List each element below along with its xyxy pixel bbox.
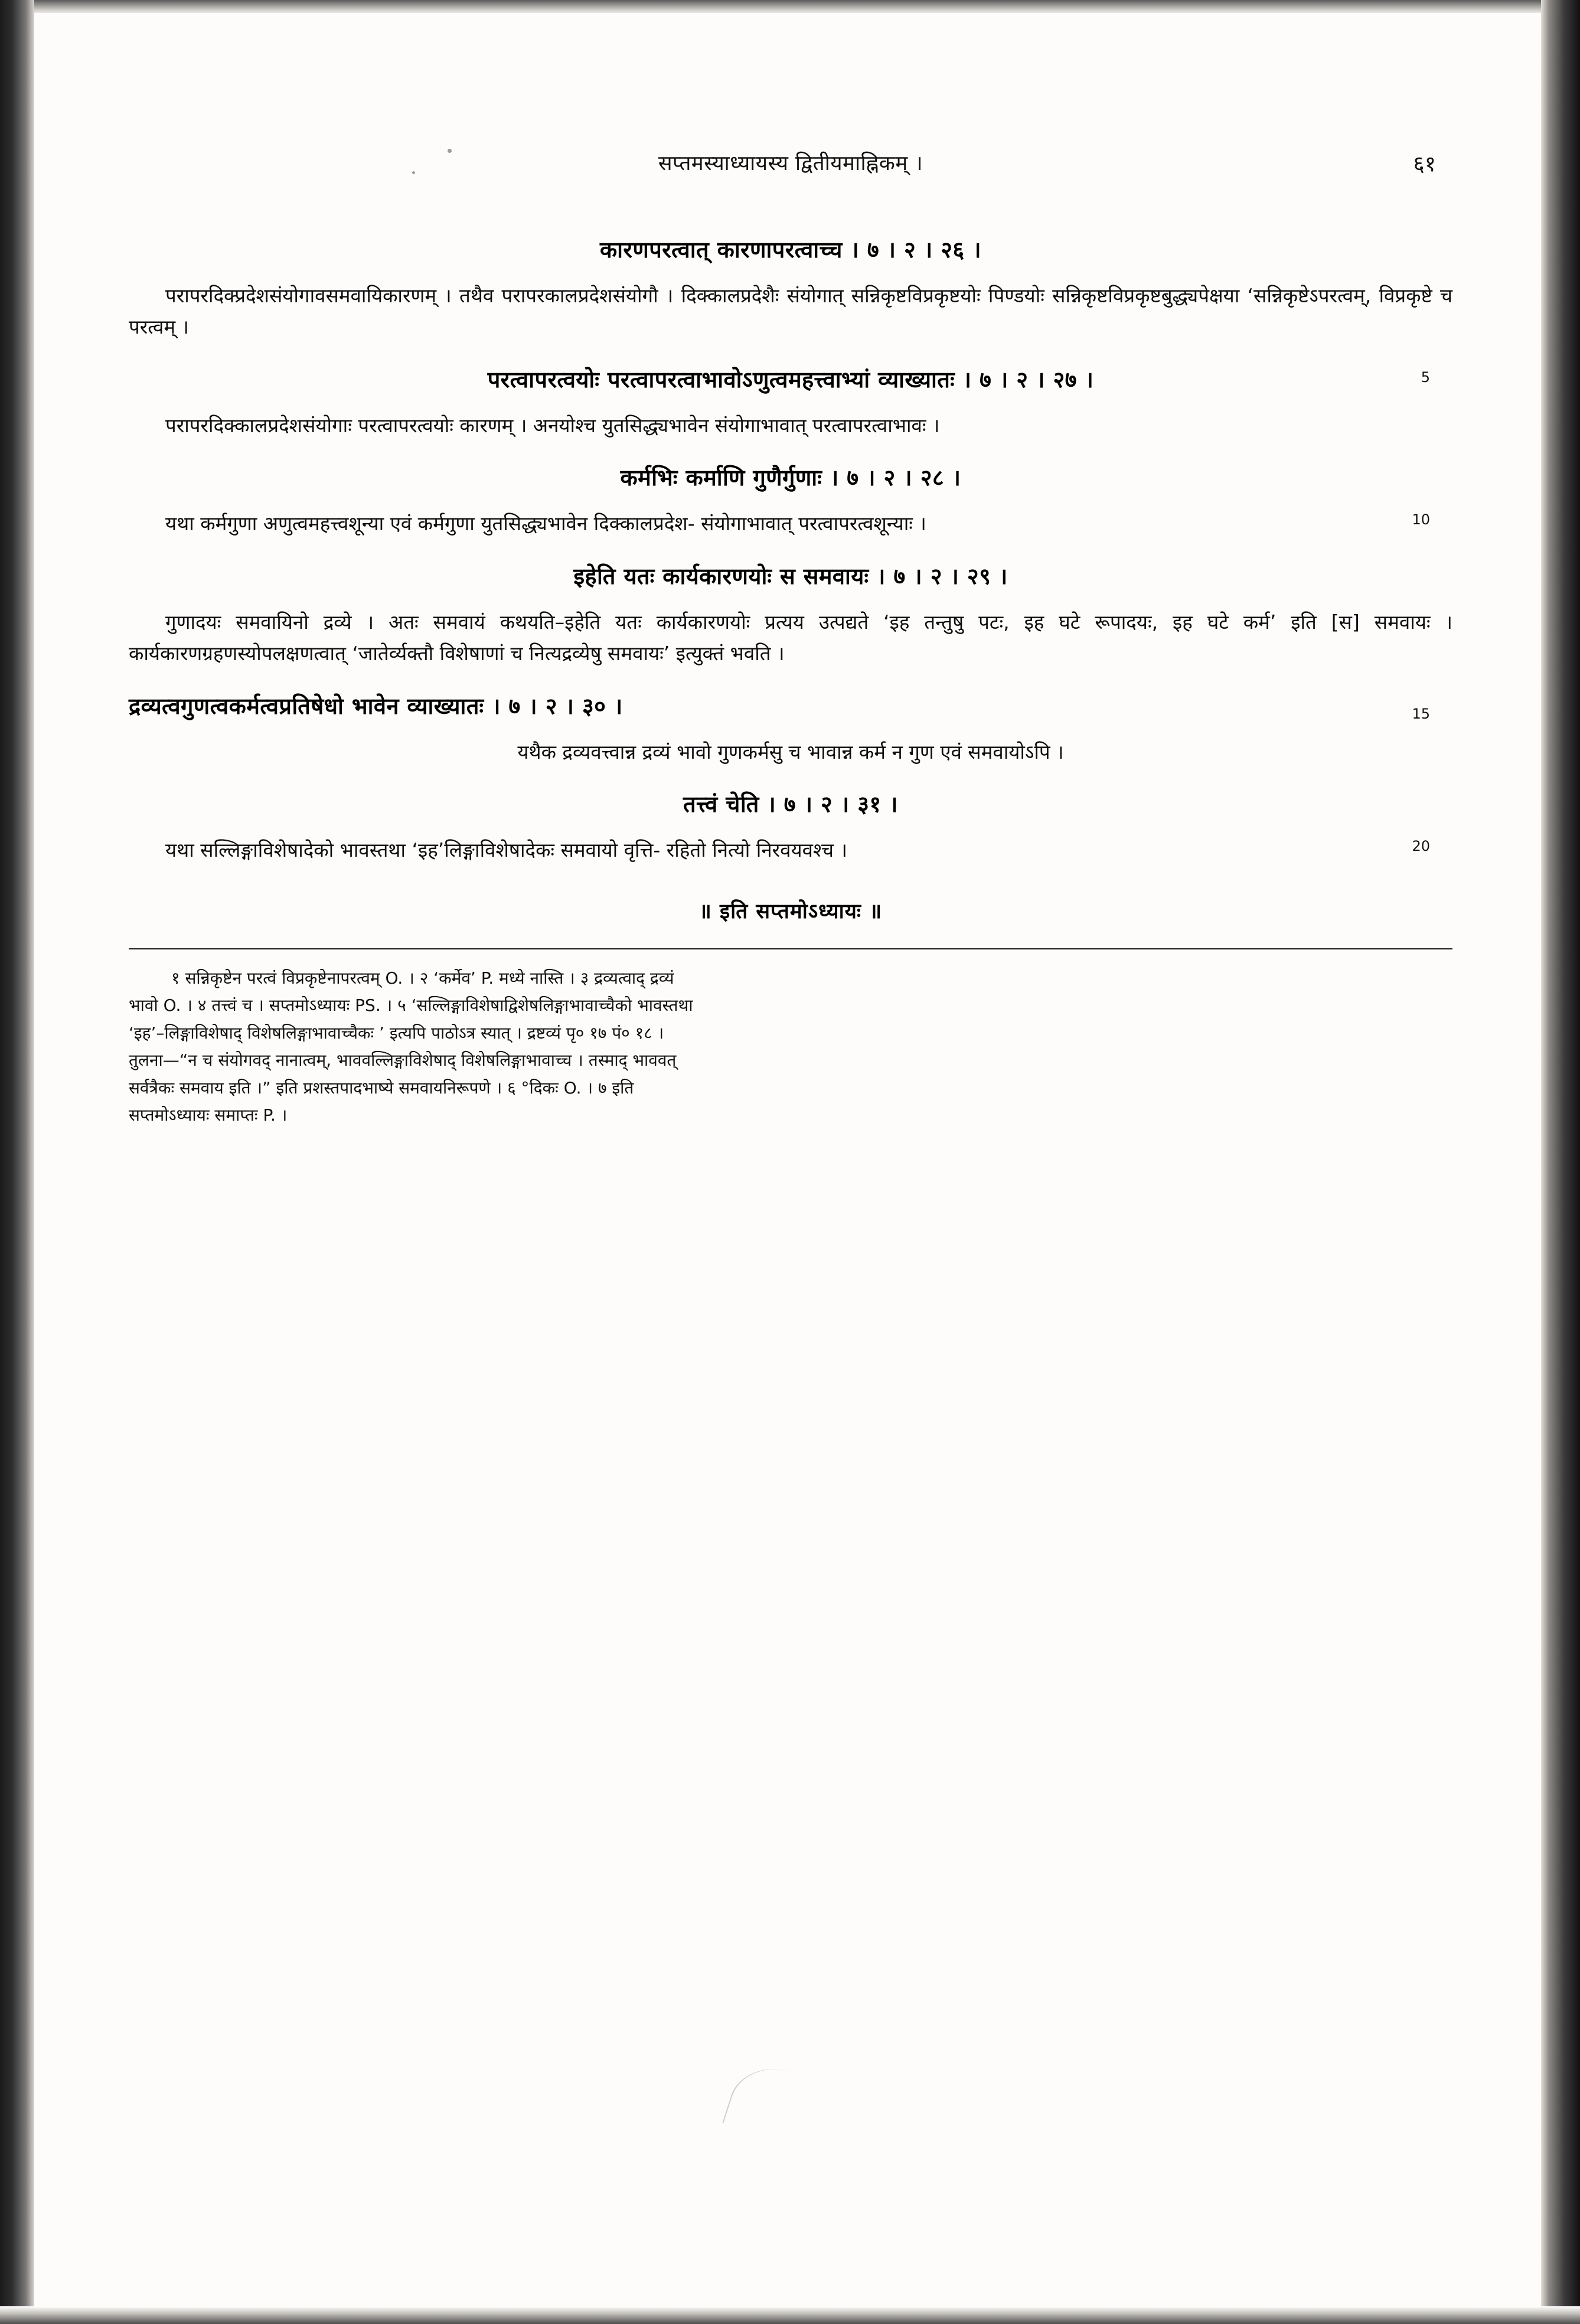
page-paper	[34, 13, 1541, 2307]
footnote-line: ‘इह’–लिङ्गाविशेषाद् विशेषलिङ्गाभावाच्चैकः ’ इत्यपि पाठोऽत्र स्यात् । द्रष्टव्यं पृ० १७ पं० १८ ।	[129, 1023, 664, 1043]
scan-edge-right	[1541, 0, 1580, 2324]
page-title: सप्तमस्याध्यायस्य द्वितीयमाह्निकम् ।	[658, 152, 923, 175]
footnote-divider	[129, 948, 1452, 949]
footnote-line: भावो O. । ४ तत्त्वं च । सप्तमोऽध्यायः PS. । ५ ‘सल्लिङ्गाविशेषाद्विशेषलिङ्गाभावाच्चैको भावस्तथा	[129, 995, 693, 1016]
sutra-heading-7-2-30: द्रव्यत्वगुणत्वकर्मत्वप्रतिषेधो भावेन व्याख्यातः । ७ । २ । ३० ।	[129, 693, 623, 719]
running-header	[129, 149, 1452, 177]
footnote-line: सर्वत्रैकः समवाय इति ।” इति प्रशस्तपादभाष्ये समवायनिरूपणे । ६ °दिकः O. । ७ इति	[129, 1078, 634, 1098]
page-content	[129, 149, 1452, 1129]
line-number-20: 20	[1412, 838, 1430, 855]
sutra-heading-7-2-26: कारणपरत्वात् कारणापरत्वाच्च । ७ । २ । २६ ।	[599, 237, 982, 263]
sutra-heading-7-2-31: तत्त्वं चेति । ७ । २ । ३१ ।	[683, 791, 898, 818]
footnote-line: तुलना—“न च संयोगवद् नानात्वम्, भाववल्लिङ्गाविशेषाद् विशेषलिङ्गाभावाच्च । तस्माद् भाववत्	[129, 1050, 677, 1070]
scan-artifact-curve	[722, 2055, 830, 2150]
commentary-7-2-26: परापरदिक्प्रदेशसंयोगावसमवायिकारणम् । तथैव परापरकालप्रदेशसंयोगौ । दिक्कालप्रदेशैः संयोगात् सन्निकृष्टविप्रकृष्टयोः पिण्डयोः सन्निकृष्टविप्रकृष्टबुद्ध्यपेक्षया ‘सन्निकृष्टेऽपरत्वम्, विप्रकृष्टे च परत्वम् ।	[129, 284, 1452, 339]
sutra-heading-7-2-29: इहेति यतः कार्यकारणयोः स समवायः । ७ । २ । २९ ।	[573, 563, 1008, 589]
line-number-5: 5	[1421, 368, 1430, 386]
footnote-line: १ सन्निकृष्टेन परत्वं विप्रकृष्टेनापरत्वम् O. । २ ‘कर्मेव’ P. मध्ये नास्ति । ३ द्रव्यत्वाद् द्रव्यं	[171, 968, 674, 988]
sutra-heading-7-2-28: कर्मभिः कर्माणि गुणैर्गुणाः । ७ । २ । २८ ।	[620, 465, 961, 491]
footnotes-block	[129, 965, 1452, 1130]
commentary-7-2-29: गुणादयः समवायिनो द्रव्ये । अतः समवायं कथयति–इहेति यतः कार्यकारणयोः प्रत्यय उत्पद्यते ‘इह तन्तुषु पटः, इह घटे रूपादयः, इह घटे कर्म’ इति [स] समवायः । कार्यकारणग्रहणस्योपलक्षणत्वात् ‘जातेर्व्यक्तौ विशेषाणां च नित्यद्रव्येषु समवायः’ इत्युक्तं भवति ।	[129, 610, 1453, 665]
footnote-line: सप्तमोऽध्यायः समाप्तः P. ।	[129, 1105, 288, 1125]
line-number-15: 15	[1412, 705, 1430, 722]
page-number: ६१	[1413, 151, 1436, 177]
commentary-7-2-30: यथैक द्रव्यवत्त्वान्न द्रव्यं भावो गुणकर्मसु च भावान्न कर्म न गुण एवं समवायोऽपि ।	[517, 740, 1064, 763]
line-number-10: 10	[1412, 511, 1430, 528]
scan-edge-bottom	[0, 2306, 1580, 2324]
commentary-7-2-28: यथा कर्मगुणा अणुत्वमहत्त्वशून्या एवं कर्मगुणा युतसिद्ध्यभावेन दिक्कालप्रदेश- संयोगाभावात् परत्वापरत्वशून्याः ।	[165, 512, 926, 536]
scan-edge-left	[0, 0, 34, 2324]
sutra-heading-7-2-27: परत्वापरत्वयोः परत्वापरत्वाभावोऽणुत्वमहत्त्वाभ्यां व्याख्यातः । ७ । २ । २७ ।	[487, 366, 1094, 393]
commentary-7-2-31: यथा सल्लिङ्गाविशेषादेको भावस्तथा ‘इह’लिङ्गाविशेषादेकः समवायो वृत्ति- रहितो नित्यो निरवयवश्च ।	[165, 838, 847, 862]
chapter-colophon: ॥ इति सप्तमोऽध्यायः ॥	[698, 899, 883, 923]
commentary-7-2-27: परापरदिक्कालप्रदेशसंयोगाः परत्वापरत्वयोः कारणम् । अनयोश्च युतसिद्ध्यभावेन संयोगाभावात् परत्वापरत्वाभावः ।	[165, 413, 940, 437]
